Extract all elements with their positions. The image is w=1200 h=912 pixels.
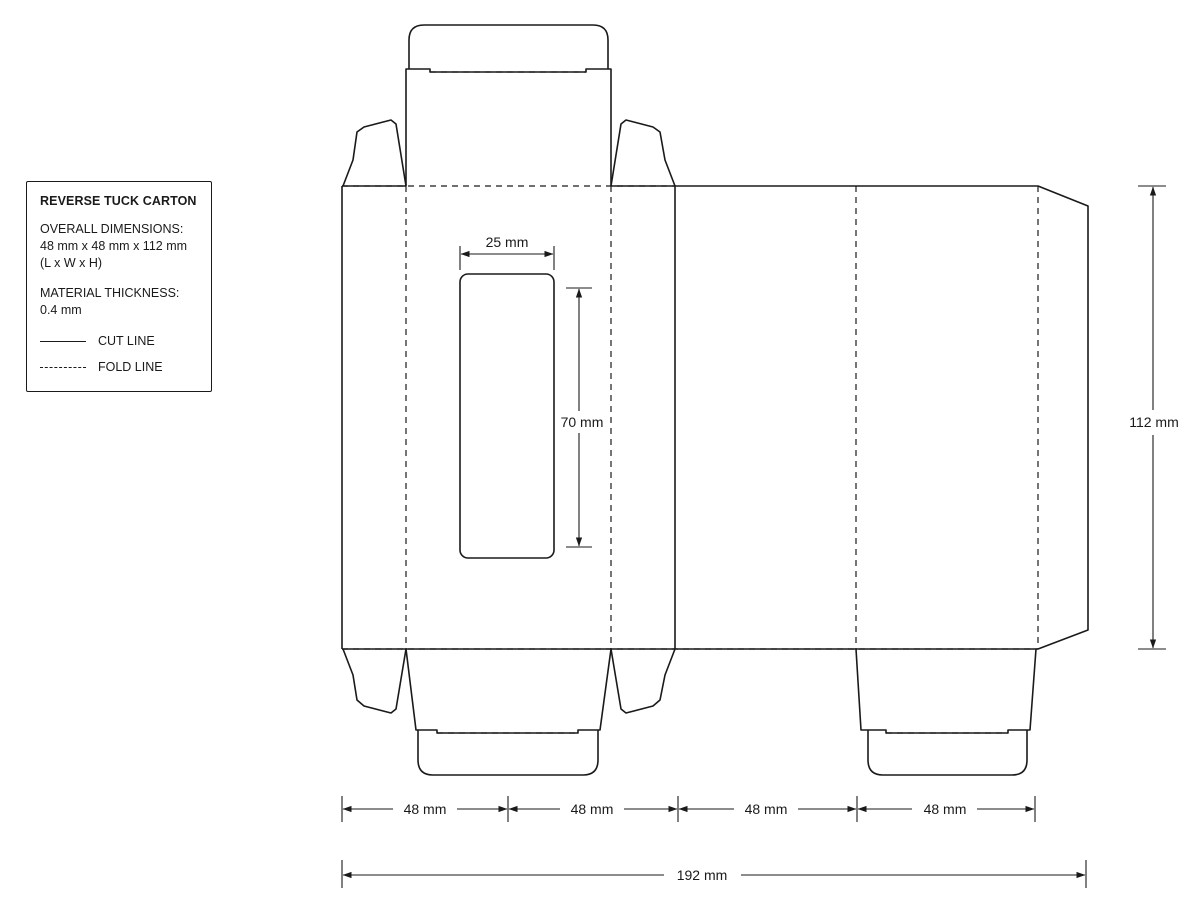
bottom-back-tuck-flap — [856, 649, 1036, 775]
cut-line-label: CUT LINE — [98, 333, 155, 348]
total-width-label: 192 mm — [676, 867, 728, 883]
dimensions-value: 48 mm x 48 mm x 112 mm — [40, 239, 188, 253]
cut-lines — [342, 25, 1088, 775]
top-right-dust-flap — [611, 120, 675, 186]
bottom-left-dust-flap — [343, 649, 406, 713]
thickness-value: 0.4 mm — [40, 303, 82, 317]
dimensions-heading: OVERALL DIMENSIONS: — [40, 222, 184, 236]
bottom-right-dust-flap — [611, 649, 675, 713]
top-left-dust-flap — [343, 120, 406, 186]
window-height-label: 70 mm — [560, 414, 604, 430]
panel-height-label: 112 mm — [1129, 414, 1179, 430]
window-cutout — [460, 274, 554, 558]
dimensions-order: (L x W x H) — [40, 256, 103, 270]
panel-width-label-4: 48 mm — [923, 801, 967, 817]
thickness-heading: MATERIAL THICKNESS: — [40, 286, 180, 300]
carton-outline — [342, 186, 1088, 649]
fold-lines — [342, 72, 1038, 733]
panel-width-label-1: 48 mm — [403, 801, 447, 817]
bottom-front-tuck-flap — [406, 649, 611, 775]
legend-title: REVERSE TUCK CARTON — [40, 194, 197, 208]
window-width-label: 25 mm — [485, 234, 529, 250]
panel-width-label-2: 48 mm — [570, 801, 614, 817]
top-tuck-flap — [406, 25, 611, 186]
panel-width-label-3: 48 mm — [744, 801, 788, 817]
fold-line-label: FOLD LINE — [98, 359, 163, 374]
dimension-lines — [342, 186, 1166, 888]
